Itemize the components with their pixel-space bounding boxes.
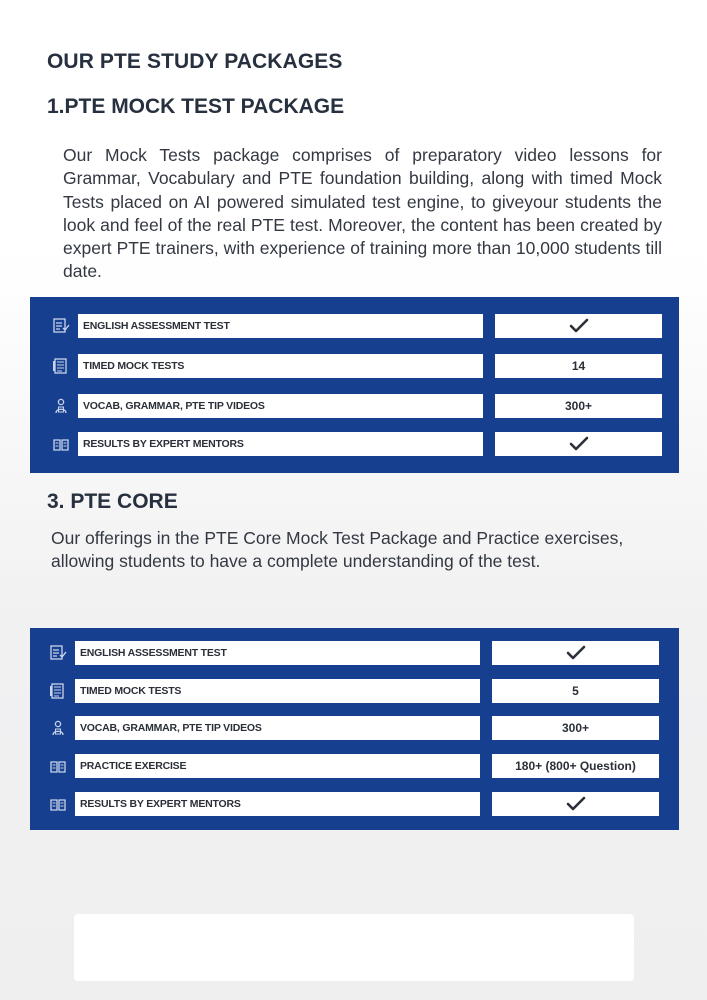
row-label: RESULTS BY EXPERT MENTORS [78,432,483,456]
row-value [495,432,662,456]
row-value [492,641,659,665]
row-label: TIMED MOCK TESTS [75,679,480,703]
book-icon [49,796,67,812]
row-value [492,792,659,816]
table-row [30,641,679,665]
checkmark-icon [568,435,590,453]
table-row [30,432,679,456]
checkmark-icon [565,644,587,662]
table-row [30,679,679,703]
table-row [30,792,679,816]
row-label: RESULTS BY EXPERT MENTORS [75,792,480,816]
row-label: PRACTICE EXERCISE [75,754,480,778]
page-heading: OUR PTE STUDY PACKAGES [47,50,343,73]
document-icon [52,358,70,374]
table-row [30,716,679,740]
mock-test-package-table [30,297,679,473]
pte-core-table [30,628,679,830]
row-value: 300+ [492,716,659,740]
checkmark-icon [565,795,587,813]
table-row [30,314,679,338]
row-value: 300+ [495,394,662,418]
document-icon [49,683,67,699]
row-label: VOCAB, GRAMMAR, PTE TIP VIDEOS [78,394,483,418]
tutor-icon [52,398,70,414]
row-value: 14 [495,354,662,378]
row-label: VOCAB, GRAMMAR, PTE TIP VIDEOS [75,716,480,740]
tutor-icon [49,720,67,736]
checklist-icon [52,318,70,334]
table-row [30,394,679,418]
row-label: ENGLISH ASSESSMENT TEST [78,314,483,338]
checkmark-icon [568,317,590,335]
table-row [30,354,679,378]
row-label: TIMED MOCK TESTS [78,354,483,378]
section1-title: 1.PTE MOCK TEST PACKAGE [47,95,345,118]
section1-paragraph: Our Mock Tests package comprises of preparatory video lessons for Grammar, Vocabulary and PTE foundation building, along with timed Mock Tests placed on AI powered simulated test engine, to giveyour students the look and feel of the real PTE test. Moreover, the content has been created by expert PTE trainers, with experience of training more than 10,000 students till date. [63,145,662,282]
blank-card [74,914,634,981]
section3-paragraph: Our offerings in the PTE Core Mock Test Package and Practice exercises, allowing students to have a complete understanding of the test. [51,528,624,572]
book-icon [49,758,67,774]
row-label: ENGLISH ASSESSMENT TEST [75,641,480,665]
book-icon [52,436,70,452]
row-value: 180+ (800+ Question) [492,754,659,778]
checklist-icon [49,645,67,661]
table-row [30,754,679,778]
row-value [495,314,662,338]
section3-title: 3. PTE CORE [47,490,178,513]
row-value: 5 [492,679,659,703]
